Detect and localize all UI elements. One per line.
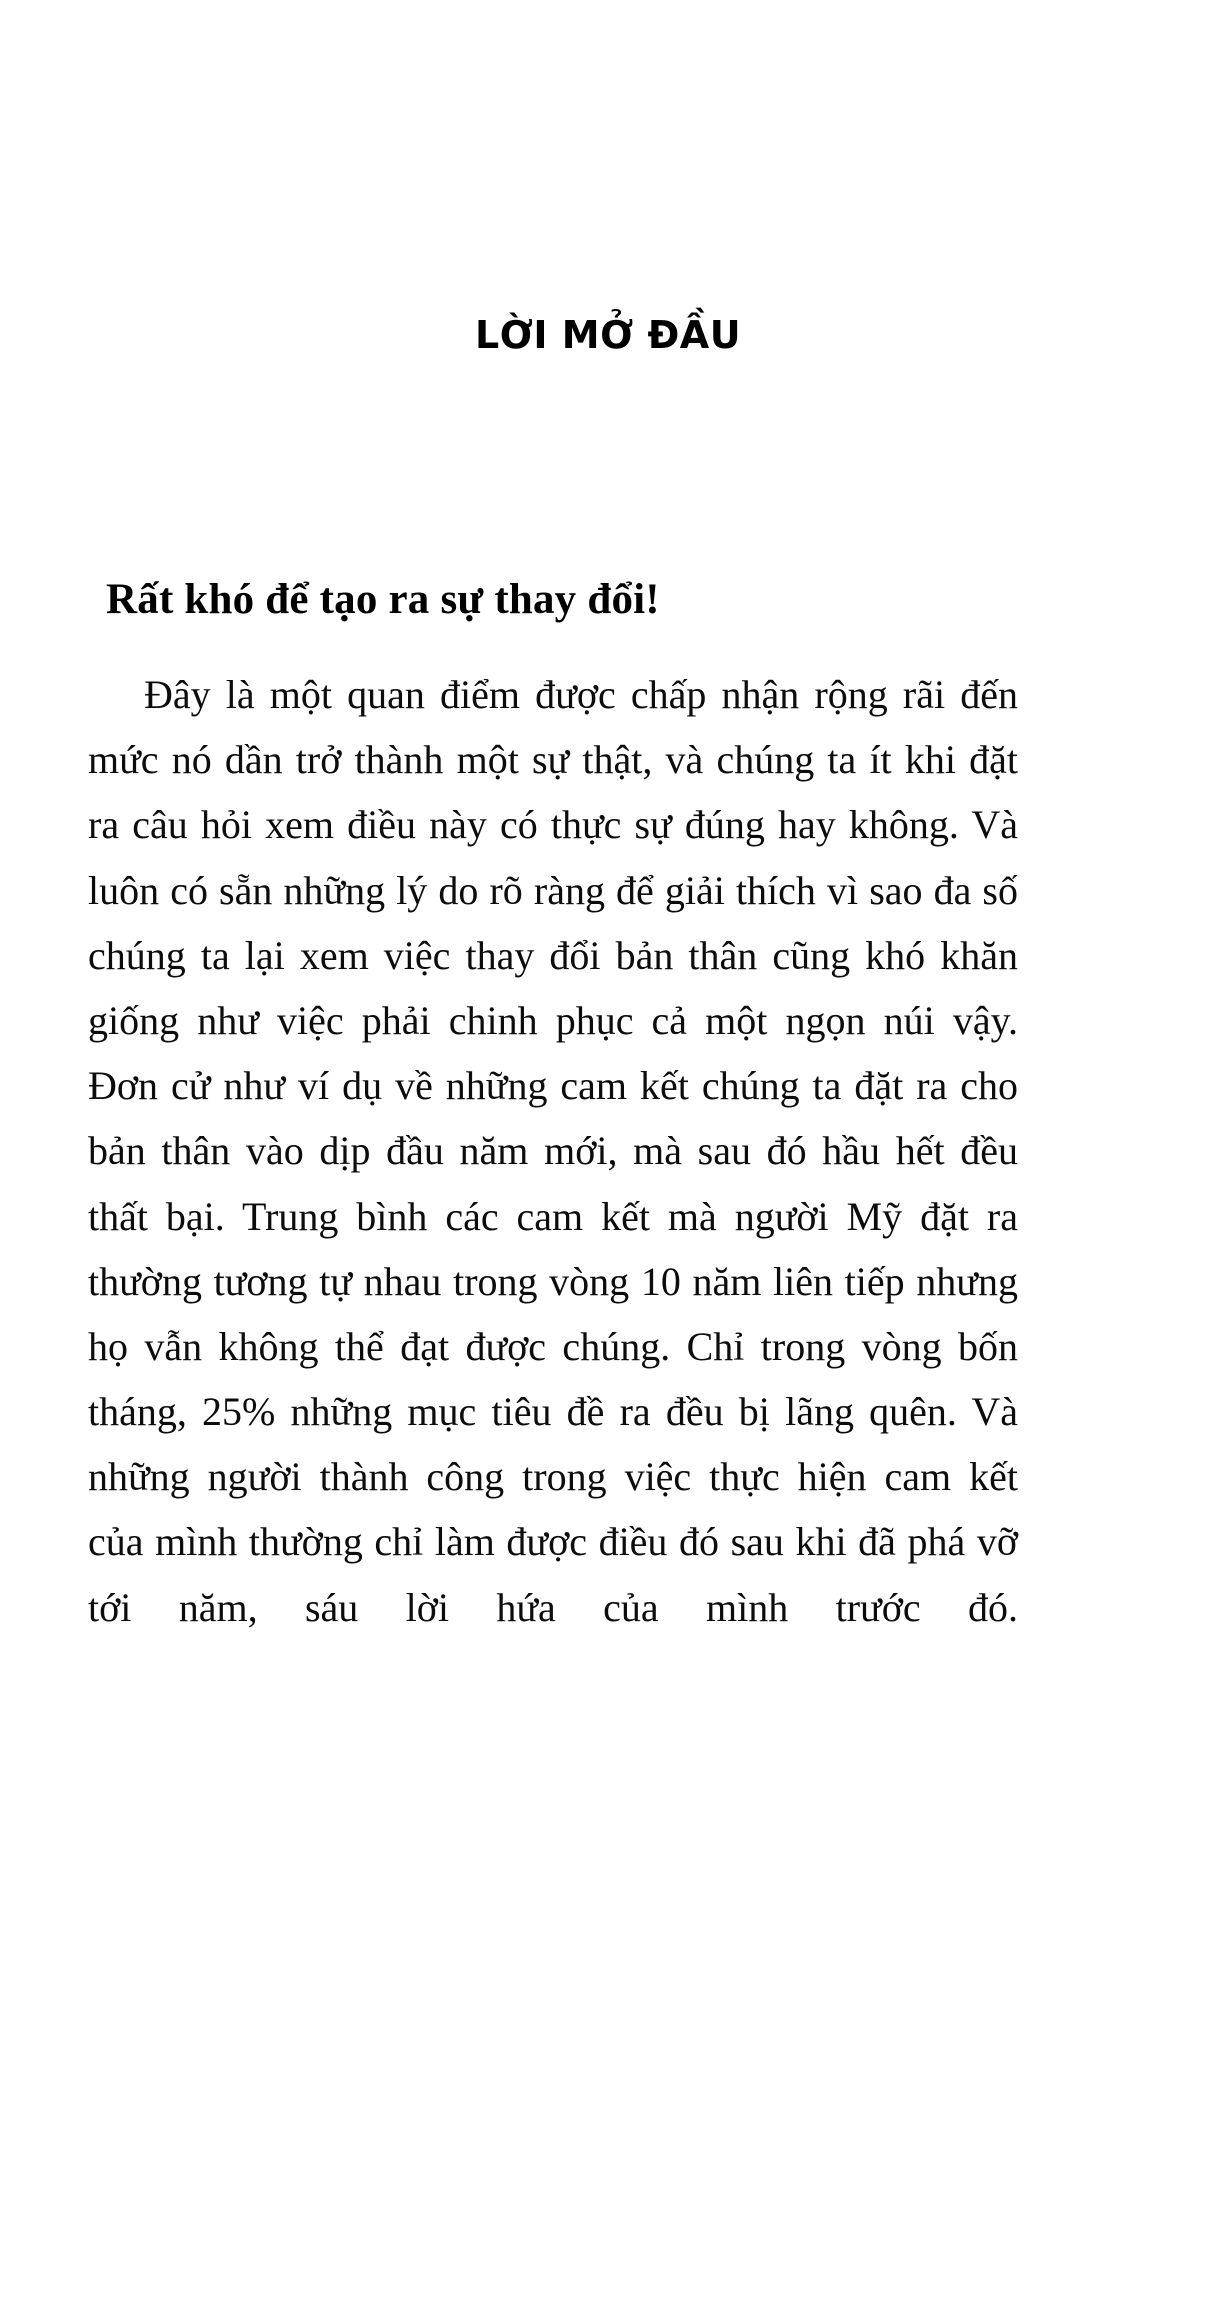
page-title: LỜI MỞ ĐẦU	[474, 313, 742, 358]
page-content	[88, 575, 1018, 1705]
section-heading: Rất khó để tạo ra sự thay đổi!	[106, 576, 660, 623]
body-paragraph: Đây là một quan điểm được chấp nhận rộng rãi đến mức nó dần trở thành một sự thật, và chúng ta ít khi đặt ra câu hỏi xem điều này có thực sự đúng hay không. Và luôn có sẵn những lý do rõ ràng để giải thích vì sao đa số chúng ta lại xem việc thay đổi bản thân cũng khó khăn giống như việc phải chinh phục cả một ngọn núi vậy. Đơn cử như ví dụ về những cam kết chúng ta đặt ra cho bản thân vào dịp đầu năm mới, mà sau đó hầu hết đều thất bại. Trung bình các cam kết mà người Mỹ đặt ra thường tương tự nhau trong vòng 10 năm liên tiếp nhưng họ vẫn không thể đạt được chúng. Chỉ trong vòng bốn tháng, 25% những mục tiêu đề ra đều bị lãng quên. Và những người thành công trong việc thực hiện cam kết của mình thường chỉ làm được điều đó sau khi đã phá vỡ tới năm, sáu lời hứa của mình trước đó.	[88, 672, 1018, 1630]
